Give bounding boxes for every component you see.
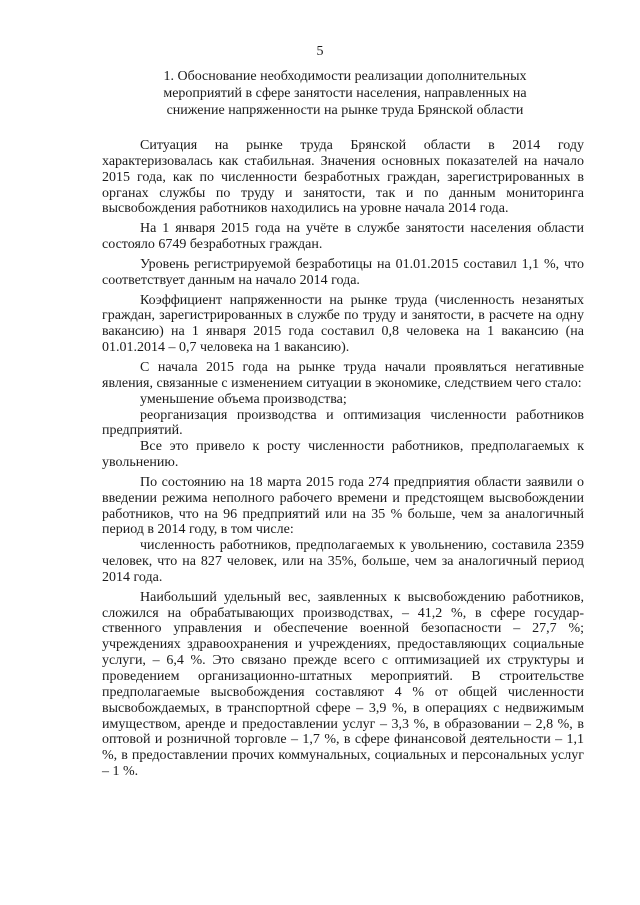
page-number: 5 (316, 44, 324, 59)
list-item-production-decrease: уменьшение объема производства; (140, 391, 347, 407)
paragraph-enterprises-march: По состоянию на 18 марта 2015 года 274 предприятия области заявили о введении режима неполного рабочего времени и предстоящем высвобождении работников, что на 96 предприятий или на 35 % больше, чем за аналогичный период в 2014 году, в том числе: (102, 474, 584, 538)
section-heading: 1. Обоснование необходимости реализации дополнительных мероприятий в сфере занятости населения, направленных на снижение напряженности на рынке труда Брянской области (163, 69, 527, 118)
paragraph-negative-trends: С начала 2015 года на рынке труда начали проявляться негативные явления, связанные с изменением ситуации в экономике, следствием чего стало: (102, 359, 584, 391)
paragraph-layoff-growth: Все это привело к росту численности работников, предполагаемых к увольнению. (102, 439, 584, 471)
paragraph-tension-coefficient: Коэффициент напряженности на рынке труда (численность незанятых граждан, зарегистрированных в службе по труду и занятости, в расчете на одну вакансию) на 1 января 2015 года составил 0,8 человека на 1 вакансию (на 01.01.2014 – 0,7 человека на 1 вакансию). (102, 292, 584, 356)
body-text (102, 138, 584, 780)
list-item-reorganization: реорганизация производства и оптимизация численности работников предприятий. (102, 407, 584, 439)
paragraph-unemployment-rate: Уровень регистрируемой безработицы на 01.01.2015 составил 1,1 %, что соответствует данным на начало 2014 года. (102, 256, 584, 288)
list-item-workers-count: численность работников, предполагаемых к увольнению, составила 2359 человек, что на 827 человек, или на 35%, больше, чем за аналогичный период 2014 года. (102, 538, 584, 585)
paragraph-market-situation: Ситуация на рынке труда Брянской области в 2014 году характеризовалась как стабильная. Значения основных показателей на начало 2015 года, как по численности безработных граждан, зарегистрированных в органах службы по труду и занятости, так и по данным мониторинга высвобождения работников находились на уровне начала 2014 года. (102, 138, 584, 217)
paragraph-unemployed-count: На 1 января 2015 года на учёте в службе занятости населения области состояло 6749 безработных граждан. (102, 221, 584, 253)
paragraph-sector-shares: Наибольший удельный вес, заявленных к высвобождению работников, сложился на обрабатывающих производствах, – 41,2 %, в сфере государственного управления и обеспечение военной безопасности – 27,7 %; учреждениях здравоохранения и учреждениях, предоставляющих социальные услуги, – 6,4 %. Это связано прежде всего с оптимизацией их структуры и проведением организационно-штатных мероприятий. В строительстве предполагаемые высвобождения составляют 4 % от общей численности высвобождаемых, в транспортной сфере – 3,9 %, в операциях с недвижимым имуществом, аренде и предоставлении услуг – 3,3 %, в образовании – 2,8 %, в оптовой и розничной торговле – 1,7 %, в сфере финансовой деятельности – 1,1 %, в предоставлении прочих коммунальных, социальных и персональных услуг – 1 %. (102, 589, 584, 780)
